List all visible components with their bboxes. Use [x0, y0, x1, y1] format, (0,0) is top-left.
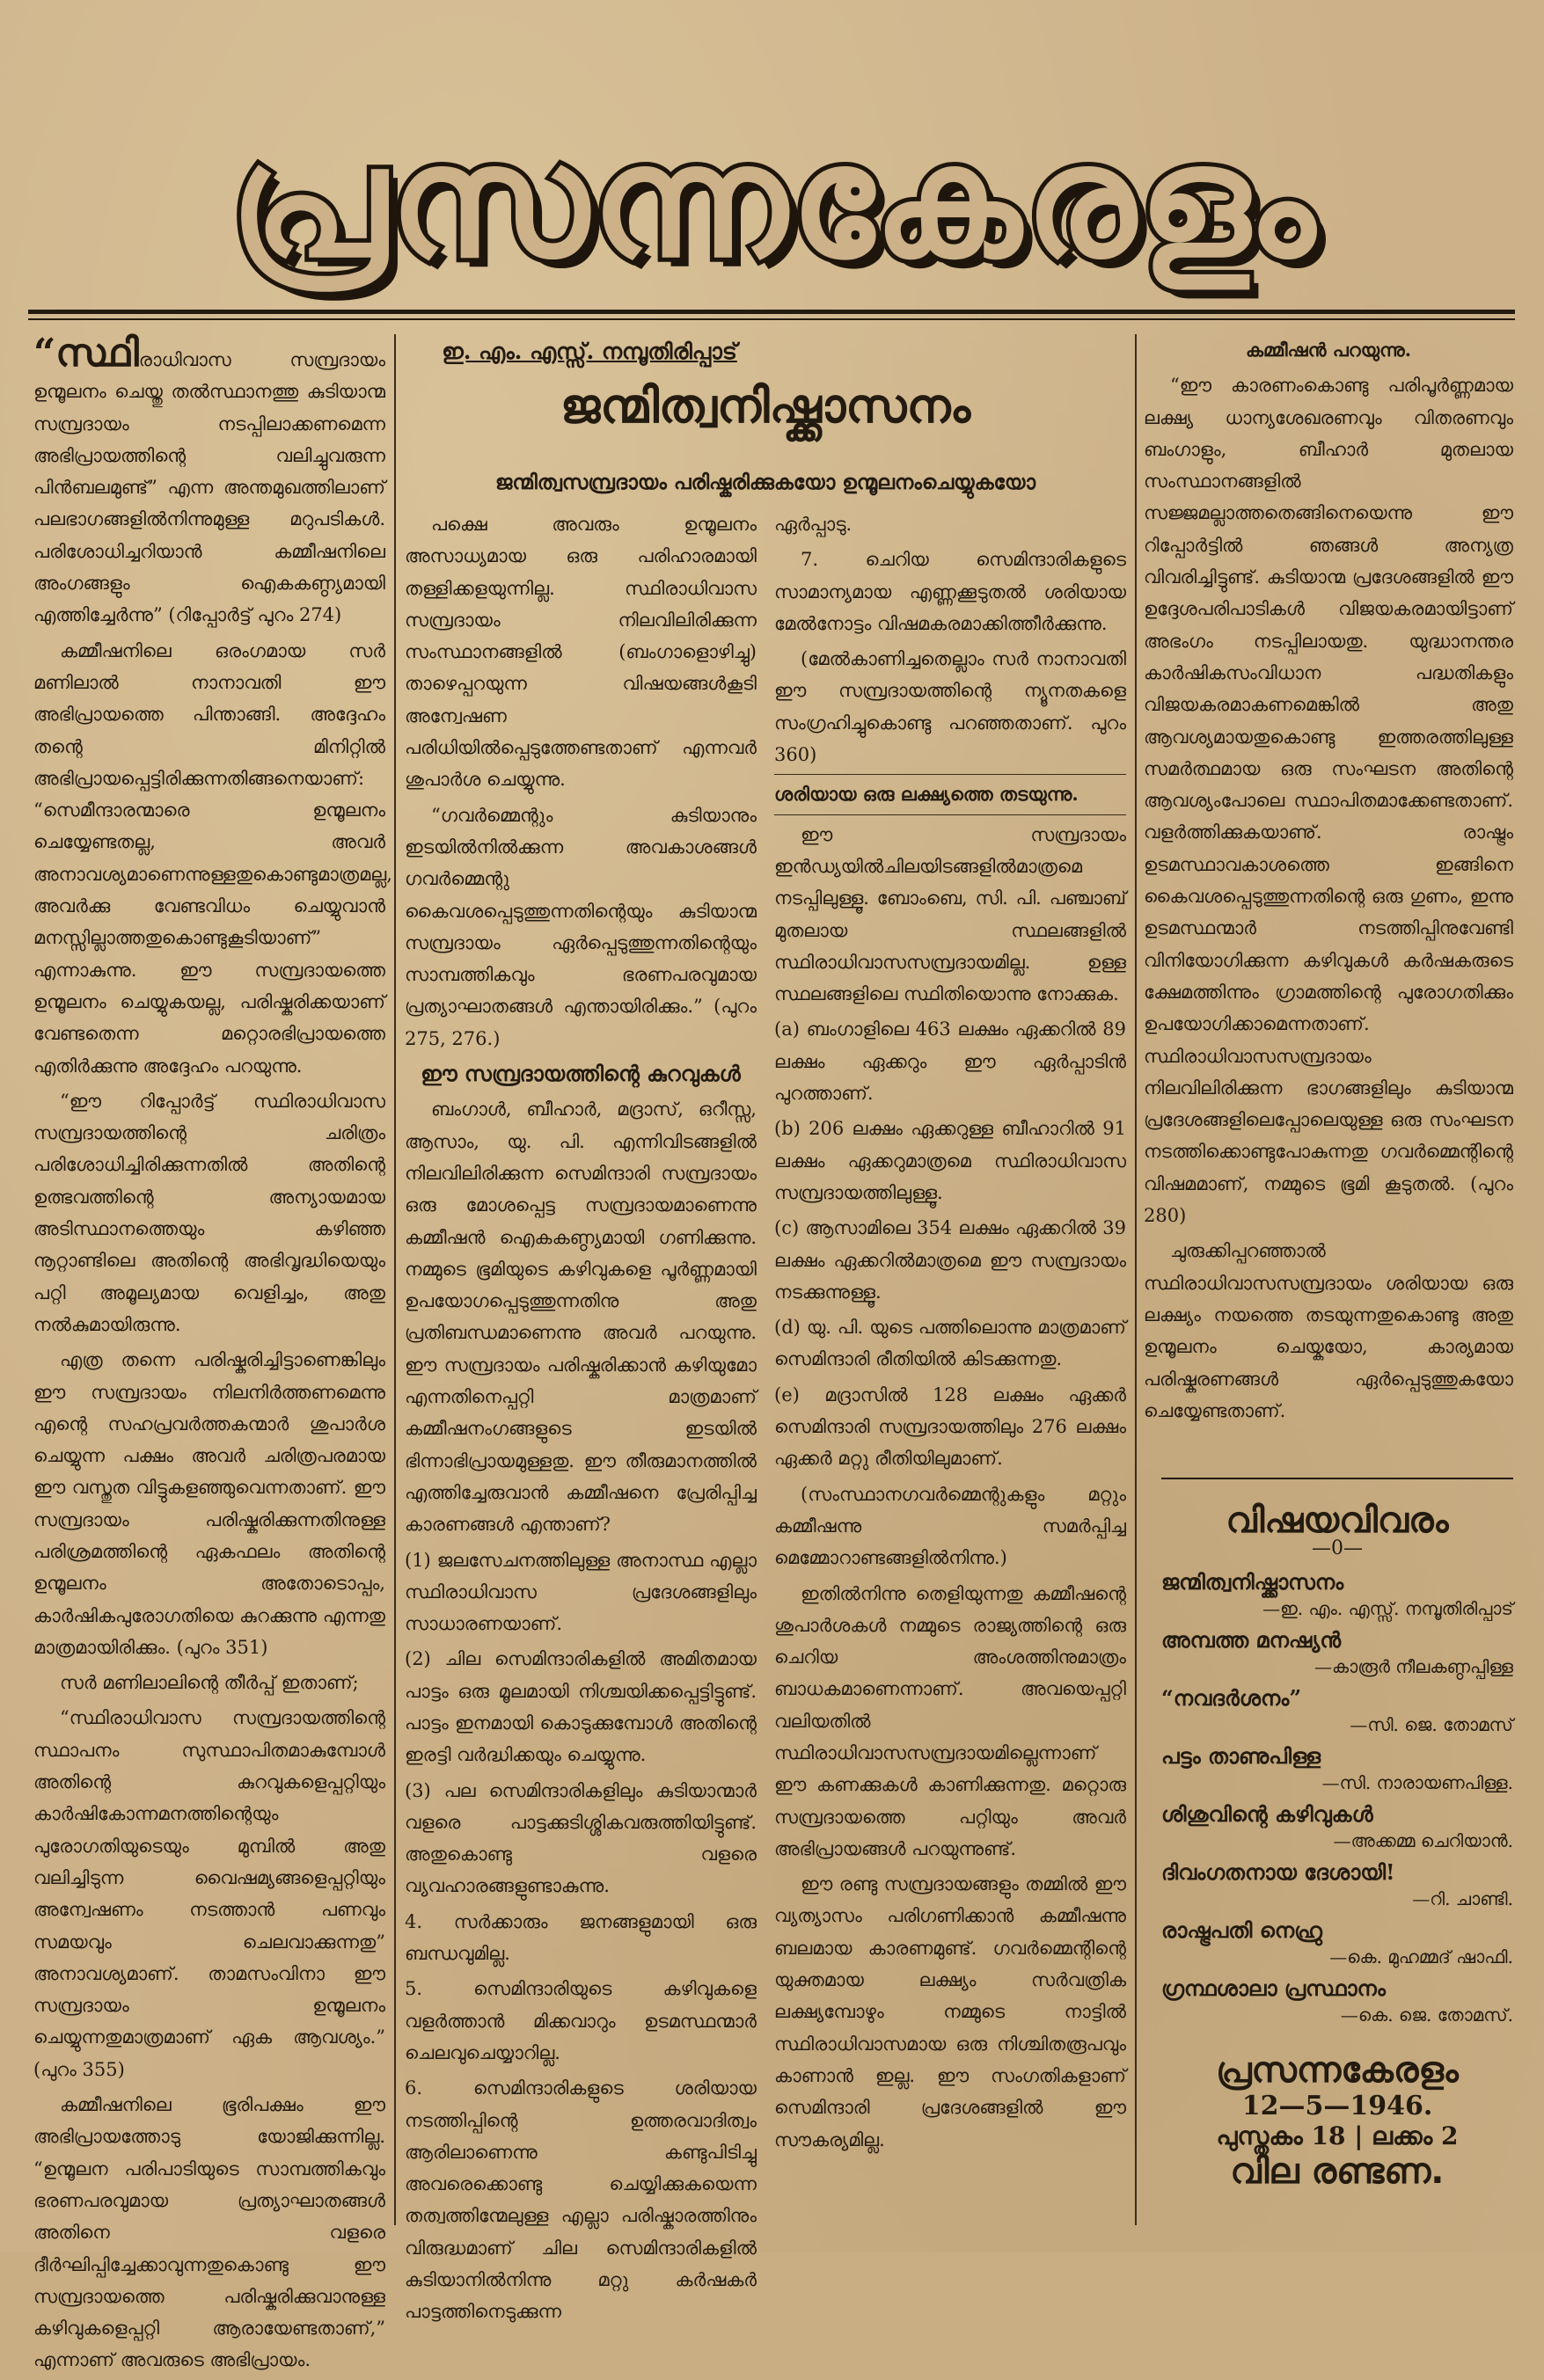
toc-item: “നവദർശനം” [1161, 1685, 1302, 1711]
stat-item: (d) യു. പി. യുടെ പത്തിലൊന്നു മാത്രമാണ് സെമിന്ദാരി രീതിയിൽ കിടക്കുന്നതു. [774, 1317, 1126, 1370]
toc-author: —അക്കമ്മ ചെറിയാൻ. [1333, 1830, 1513, 1851]
column-divider [394, 334, 396, 2225]
list-item: (1) ജലസേചനത്തിലുള്ള അനാസ്ഥ എല്ലാ സ്ഥിരാധിവാസ പ്രദേശങ്ങളിലും സാധാരണയാണ്. [405, 1549, 757, 1635]
volume-issue: പുസ്തകം 18 | ലക്കം 2 [1216, 2121, 1459, 2150]
column-3-paragraph: (മേൽകാണിച്ചതെല്ലാം സർ നാനാവതി ഈ സമ്പ്രദായത്തിന്റെ ന്യൂനതകളെ സംഗ്രഹിച്ചുകൊണ്ടു പറഞ്ഞതാണ്. പുറം 360) [774, 648, 1126, 766]
column-1 [33, 331, 392, 2380]
stat-item: (b) 206 ലക്ഷം ഏക്കറുള്ള ബീഹാറിൽ 91 ലക്ഷം ഏക്കറുമാത്രമെ സ്ഥിരാധിവാസ സമ്പ്രദായത്തിലുള്ളൂ. [774, 1118, 1126, 1203]
column-2 [405, 508, 757, 2332]
column-3-paragraph: ഈ രണ്ടു സമ്പ്രദായങ്ങളും തമ്മിൽ ഈ വ്യത്യാസം പരിഗണിക്കാൻ കമ്മീഷന്നു ബലമായ കാരണമുണ്ട്. ഗവർമ്മെന്റിന്റെ യുക്തമായ ലക്ഷ്യം സർവത്രിക ലക്ഷ്യമ്പോഴും നമ്മുടെ നാട്ടിൽ സ്ഥിരാധിവാസമായ ഒരു നിശ്ചിതരൂപവും കാണാൻ ഇല്ല. ഈ സംഗതികളാണ് സെമിന്ദാരി പ്രദേശങ്ങളിൽ ഈ സൗകര്യമില്ല. [774, 1873, 1126, 2150]
column-2-paragraph: “ഗവർമ്മെന്റും കുടിയാനും ഇടയിൽനിൽക്കുന്ന അവകാശങ്ങൾ ഗവർമ്മെന്റു കൈവശപ്പെടുത്തുന്നതിന്റെയും കുടിയാന്മ സമ്പ്രദായം ഏർപ്പെടുത്തുന്നതിന്റെയും സാമ്പത്തികവും ഭരണപരവുമായ പ്രത്യാഘാതങ്ങൾ എന്തായിരിക്കും.” (പുറം 275, 276.) [405, 804, 757, 1049]
column-3-paragraph: 7. ചെറിയ സെമിന്ദാരികളുടെ സാമാന്യമായ എണ്ണക്കൂടുതൽ ശരിയായ മേൽനോട്ടം വിഷമകരമാക്കിത്തീർക്കുന്നു. [774, 549, 1126, 634]
column-3 [774, 508, 1126, 2159]
column-1-paragraph: എത്ര തന്നെ പരിഷ്കരിച്ചിട്ടാണെങ്കിലും ഈ സമ്പ്രദായം നിലനിർത്തണമെന്നു എന്റെ സഹപ്രവർത്തകന്മാർ ശുപാർശ ചെയ്യുന്ന പക്ഷം അവർ ചരിത്രപരമായ ഈ വസ്തുത വിട്ടുകളഞ്ഞുവെന്നതാണ്. ഈ സമ്പ്രദായം പരിഷ്കരിക്കുന്നതിനുള്ള പരിശ്രമത്തിന്റെ ഏകഫലം അതിന്റെ ഉന്മൂലനം അതോടൊപ്പം, കാർഷികപുരോഗതിയെ കുറക്കുന്നു എന്നതു മാത്രമായിരിക്കും. (പുറം 351) [33, 1349, 385, 1658]
list-item: (3) പല സെമിന്ദാരികളിലും കുടിയാന്മാർ വളരെ പാട്ടക്കുടിശ്ശികവരുത്തിയിട്ടുണ്ട്. അതുകൊണ്ടു വളരെ വ്യവഹാരങ്ങളുണ്ടാകുന്നു. [405, 1779, 757, 1897]
toc-author: —സി. നാരായണപിള്ള. [1321, 1772, 1513, 1793]
article-title: ജന്മിത്വനിഷ്ക്കാസനം [560, 378, 971, 434]
toc-rule [1161, 1478, 1513, 1479]
toc-author: —കെ. മുഹമ്മദ് ഷാഫി. [1329, 1946, 1513, 1968]
toc-author: —സി. ജെ. തോമസ് [1350, 1714, 1513, 1735]
column-1-paragraph: കമ്മീഷനിലെ ഒരംഗമായ സർ മണിലാൽ നാനാവതി ഈ അഭിപ്രായത്തെ പിന്താങ്ങി. അദ്ദേഹം തന്റെ മിനിറ്റിൽ അഭിപ്രായപ്പെട്ടിരിക്കുന്നതിങ്ങനെയാണ്: “സെമീന്ദാരന്മാരെ ഉന്മൂലനം ചെയ്യേണ്ടതല്ല, അവർ അനാവശ്യമാണെന്നുള്ളതുകൊണ്ടുമാത്രമല്ല, അവർക്കു വേണ്ടവിധം ചെയ്യുവാൻ മനസ്സില്ലാത്തതുകൊണ്ടുകൂടിയാണ്” എന്നാകുന്നു. ഈ സമ്പ്രദായത്തെ ഉന്മൂലനം ചെയ്യുകയല്ല, പരിഷ്കരിക്കയാണ് വേണ്ടതെന്ന മറ്റൊരഭിപ്രായത്തെ എതിർക്കുന്നു അദ്ദേഹം പറയുന്നു. [33, 639, 392, 1077]
list-item: 4. സർക്കാരും ജനങ്ങളുമായി ഒരു ബന്ധവുമില്ല. [405, 1910, 757, 1965]
toc-author: —കാരൂർ നീലകണ്ഠപ്പിള്ള [1314, 1656, 1513, 1677]
toc-author: —ഇ. എം. എസ്സ്. നമ്പൂതിരിപ്പാട് [1262, 1598, 1513, 1619]
stat-item: (a) ബംഗാളിലെ 463 ലക്ഷം ഏക്കറിൽ 89 ലക്ഷം ഏക്കറും ഈ ഏർപ്പാടിൻ പുറത്താണ്. [774, 1018, 1126, 1105]
toc-item: രാഷ്ട്രപതി നെഹ്രു [1161, 1917, 1322, 1943]
masthead-rule-thin [28, 318, 1515, 320]
column-1-paragraph: “ഈ റിപ്പോർട്ട് സ്ഥിരാധിവാസ സമ്പ്രദായത്തിന്റെ ചരിത്രം പരിശോധിച്ചിരിക്കുന്നതിൽ അതിന്റെ ഉത്ഭവത്തിന്റെ അന്യായമായ അടിസ്ഥാനത്തെയും കഴിഞ്ഞ നൂറ്റാണ്ടിലെ അതിന്റെ അഭിവൃദ്ധിയെയും പറ്റി അമൂല്യമായ വെളിച്ചം, അതു നൽകുമായിരുന്നു. [33, 1090, 385, 1335]
column-2-paragraph: ബംഗാൾ, ബീഹാർ, മദ്രാസ്, ഒറീസ്സ, ആസാം, യു. പി. എന്നിവിടങ്ങളിൽ നിലവിലിരിക്കുന്ന സെമിന്ദാരി സമ്പ്രദായം ഒരു മോശപ്പെട്ട സമ്പ്രദായമാണെന്നു കമ്മീഷൻ ഐകകണ്ഠ്യമായി ഗണിക്കുന്നു. നമ്മുടെ ഭൂമിയുടെ കഴിവുകളെ പൂർണ്ണമായി ഉപയോഗപ്പെടുത്തുന്നതിനു അതു പ്രതിബന്ധമാണെന്നു അവർ പറയുന്നു. ഈ സമ്പ്രദായം പരിഷ്കരിക്കാൻ കഴിയുമോ എന്നതിനെപ്പറ്റി മാത്രമാണ് കമ്മീഷനംഗങ്ങളുടെ ഇടയിൽ ഭിന്നാഭിപ്രായമുള്ളതു. ഈ തീരുമാനത്തിൽ എത്തിച്ചേരുവാൻ കമ്മീഷനെ പ്രേരിപ്പിച്ച കാരണങ്ങൾ എന്താണ്? [405, 1099, 757, 1536]
column-4-paragraph: “ഈ കാരണംകൊണ്ടു പരിപൂർണ്ണമായ ലക്ഷ്യ ധാന്യശേഖരണവും വിതരണവും ബംഗാളും, ബീഹാർ മുതലായ സംസ്ഥാനങ്ങളിൽ സജ്ജമല്ലാത്തതെങ്ങിനെയെന്നു ഈ റിപ്പോർട്ടിൽ ഞങ്ങൾ അന്യത്ര വിവരിച്ചിട്ടുണ്ട്. കുടിയാന്മ പ്രദേശങ്ങളിൽ ഈ ഉദ്ദേശപരിപാടികൾ വിജയകരമായിട്ടാണ് അഭംഗം നടപ്പിലായതു. യുദ്ധാനന്തര കാർഷികസംവിധാന പദ്ധതികളും വിജയകരമാകണമെങ്കിൽ അതു ആവശ്യമായതുകൊണ്ടു ഇത്തരത്തിലുള്ള സമർത്ഥമായ ഒരു സംഘടന അതിന്റെ ആവശ്യംപോലെ സ്ഥാപിതമാക്കേണ്ടതാണ്. വളർത്തിക്കുകയാണു്. രാഷ്ട്രം ഉടമസ്ഥാവകാശത്തെ ഇങ്ങിനെ കൈവശപ്പെടുത്തുന്നതിന്റെ ഒരു ഗുണം, ഇന്നു ഉടമസ്ഥന്മാർ നടത്തിപ്പിനുവേണ്ടി വിനിയോഗിക്കുന്ന കഴിവുകൾ കർഷകരുടെ ക്ഷേമത്തിന്നും ഗ്രാമത്തിന്റെ പുരോഗതിക്കും ഉപയോഗിക്കാമെന്നതാണ്. സ്ഥിരാധിവാസസമ്പ്രദായം നിലവിലിരിക്കുന്ന ഭാഗങ്ങളിലും കുടിയാന്മ പ്രദേശങ്ങളിലെപ്പോലെയുള്ള ഒരു സംഘടന നടത്തിക്കൊണ്ടുപോകുന്നതു ഗവർമ്മെന്റിന്റെ വിഷമമാണ്, നമ്മുടെ ഭൂമി കൂടുതൽ. (പുറം 280) [1144, 375, 1513, 1227]
colophon [1161, 2050, 1513, 2192]
column-4 [1144, 334, 1513, 1430]
price: വില രണ്ടണ. [1230, 2151, 1445, 2192]
column-3-paragraph: ഇതിൽനിന്നു തെളിയുന്നതു കമ്മീഷന്റെ ശുപാർശകൾ നമ്മുടെ രാജ്യത്തിന്റെ ഒരു ചെറിയ അംശത്തിനുമാത്രം ബാധകമാണെന്നാണ്. അവയെപ്പറ്റി വലിയതിൽ സ്ഥിരാധിവാസസമ്പ്രദായമില്ലെന്നാണ് ഈ കണക്കുകൾ കാണിക്കുന്നതു. മറ്റൊരു സമ്പ്രദായത്തെ പറ്റിയും അവർ അഭിപ്രായങ്ങൾ പറയുന്നുണ്ട്. [774, 1582, 1126, 1859]
section-heading: ഈ സമ്പ്രദായത്തിന്റെ കുറവുകൾ [421, 1061, 741, 1087]
column-3-paragraph: ഈ സമ്പ്രദായം ഇൻഡ്യയിൽചിലയിടങ്ങളിൽമാത്രമെ നടപ്പിലുള്ളൂ. ബോംബെ, സി. പി. പഞ്ചാബ് മുതലായ സ്ഥലങ്ങളിൽ സ്ഥിരാധിവാസസമ്പ്രദായമില്ല. ഉള്ള സ്ഥലങ്ങളിലെ സ്ഥിതിയൊന്നു നോക്കുക. [774, 823, 1126, 1005]
column-3-paragraph: ഏർപ്പാടു. [774, 514, 852, 535]
masthead [106, 97, 1443, 308]
column-4-headline: കമ്മീഷൻ പറയുന്നു. [1245, 339, 1412, 361]
column-2-paragraph: പക്ഷെ അവരും ഉന്മൂലനം അസാധ്യമായ ഒരു പരിഹാരമായി തള്ളിക്കളയുന്നില്ല. സ്ഥിരാധിവാസ സമ്പ്രദായം നിലവിലിരിക്കുന്ന സംസ്ഥാനങ്ങളിൽ (ബംഗാളൊഴിച്ചു) താഴെപ്പറയുന്ന വിഷയങ്ങൾകൂടി അന്വേഷണ പരിധിയിൽപ്പെടുത്തേണ്ടതാണ് എന്നവർ ശുപാർശ ചെയ്യുന്നു. [405, 514, 757, 791]
column-1-paragraph: സർ മണിലാലിന്റെ തീർപ്പ് ഇതാണ്; [60, 1672, 359, 1694]
toc-author: —കെ. ജെ. തോമസ്. [1340, 2004, 1513, 2026]
stat-item: (c) ആസാമിലെ 354 ലക്ഷം ഏക്കറിൽ 39 ലക്ഷം ഏക്കറിൽമാത്രമെ ഈ സമ്പ്രദായം നടക്കുന്നുള്ളൂ. [774, 1217, 1126, 1303]
toc-item: ഗ്രന്ഥശാലാ പ്രസ്ഥാനം [1161, 1975, 1386, 2001]
article-subtitle: ജന്മിത്വസമ്പ്രദായം പരിഷ്കരിക്കുകയോ ഉന്മൂലനംചെയ്യുകയോ [495, 471, 1035, 494]
toc-item: ശിശുവിന്റെ കഴിവുകൾ [1161, 1801, 1373, 1827]
toc-item: അമ്പത്ത മനഷ്യൻ [1161, 1627, 1342, 1653]
list-item: (2) ചില സെമിന്ദാരികളിൽ അമിതമായ പാട്ടം ഒരു മൂലമായി നിശ്ചയിക്കപ്പെട്ടിട്ടുണ്ട്. പാട്ടം ഇനമായി കൊടുക്കുമ്പോൾ അതിന്റെ ഇരട്ടി വർദ്ധിക്കയും ചെയ്യുന്നു. [405, 1648, 757, 1766]
inline-heading: ശരിയായ ഒരു ലക്ഷ്യത്തെ തടയുന്നു. [774, 774, 1126, 814]
list-item: 5. സെമിന്ദാരിയുടെ കഴിവുകളെ വളർത്താൻ മിക്കവാറും ഉടമസ്ഥന്മാർ ചെലവുചെയ്യാറില്ല. [405, 1978, 757, 2063]
toc-title: വിഷയവിവരം [1226, 1500, 1449, 1541]
column-1-paragraph: “സ്ഥിരാധിവാസ സമ്പ്രദായം ഉന്മൂലനം ചെയ്തു തൽസ്ഥാനത്തു കുടിയാന്മ സമ്പ്രദായം നടപ്പിലാക്കണമെന്ന അഭിപ്രായത്തിന്റെ വലിച്ചുവരുന്ന പിൻബലമുണ്ട്” എന്ന അന്തമുഖത്തിലാണ് പലഭാഗങ്ങളിൽനിന്നുമുള്ള മറുപടികൾ. പരിശോധിച്ചറിയാൻ കമ്മീഷനിലെ അംഗങ്ങളും ഐകകണ്ഠ്യമായി എത്തിച്ചേർന്നു” (റിപ്പോർട്ട് പുറം 274) [33, 331, 385, 626]
masthead-title: പ്രസന്നകേരളം [230, 112, 1319, 292]
toc-divider: —0— [1312, 1537, 1363, 1559]
article-byline: ഇ. എം. എസ്സ്. നമ്പൂതിരിപ്പാട് [442, 339, 737, 364]
list-item: 6. സെമിന്ദാരികളുടെ ശരിയായ നടത്തിപ്പിന്റെ ഉത്തരവാദിത്വം ആരിലാണെന്നു കണ്ടുപിടിച്ചു അവരെക്കൊണ്ടു ചെയ്യിക്കുകയെന്ന തത്വത്തിന്മേലുള്ള എല്ലാ പരിഷ്കാരത്തിനും വിരുദ്ധമാണ് ചില സെമിന്ദാരികളിൽ കുടിയാനിൽനിന്നു മറ്റു കർഷകർ പാട്ടത്തിനെടുക്കുന്ന [405, 2077, 757, 2323]
drop-cap: “സ്ഥി [33, 331, 139, 376]
masthead-rule [28, 310, 1515, 314]
toc-item: ജന്മിത്വനിഷ്ക്കാസനം [1161, 1569, 1344, 1595]
column-1-paragraph: കമ്മീഷനിലെ ഭൂരിപക്ഷം ഈ അഭിപ്രായത്തോടു യോജിക്കുന്നില്ല. “ഉന്മൂലന പരിപാടിയുടെ സാമ്പത്തികവും ഭരണപരവുമായ പ്രത്യാഘാതങ്ങൾ അതിനെ വളരെ ദീർഘിപ്പിച്ചേക്കാവുന്നതുകൊണ്ടു ഈ സമ്പ്രദായത്തെ പരിഷ്കരിക്കുവാനുള്ള കഴിവുകളെപ്പറ്റി ആരായേണ്ടതാണ്,” എന്നാണ് അവരുടെ അഭിപ്രായം. [33, 2094, 385, 2371]
stat-source: (സംസ്ഥാനഗവർമ്മെന്റുകളും മറ്റും കമ്മീഷന്നു സമർപ്പിച്ച മെമ്മോറാണ്ടങ്ങളിൽനിന്നു.) [774, 1483, 1126, 1569]
issue-date: 12—5—1946. [1241, 2091, 1433, 2121]
toc-author: —റി. ചാണ്ടി. [1412, 1888, 1513, 1909]
stat-item: (e) മദ്രാസിൽ 128 ലക്ഷം ഏക്കർ സെമിന്ദാരി സമ്പ്രദായത്തിലും 276 ലക്ഷം ഏക്കർ മറ്റു രീതിയിലുമാണ്. [774, 1383, 1126, 1470]
column-divider [1135, 334, 1137, 2225]
column-1-paragraph: “സ്ഥിരാധിവാസ സമ്പ്രദായത്തിന്റെ സ്ഥാപനം സുസ്ഥാപിതമാകുമ്പോൾ അതിന്റെ കുറവുകളെപ്പറ്റിയും കാർഷികോന്നമനത്തിന്റെയും പുരോഗതിയുടെയും മുമ്പിൽ അതു വലിച്ചിടുന്ന വൈഷമ്യങ്ങളെപ്പറ്റിയും അന്വേഷണം നടത്താൻ പണവും സമയവും ചെലവാക്കുന്നതു” അനാവശ്യമാണ്. താമസംവിനാ ഈ സമ്പ്രദായം ഉന്മൂലനം ചെയ്യുന്നതുമാത്രമാണ് ഏക ആവശ്യം.” (പുറം 355) [33, 1707, 385, 2080]
toc-item: പട്ടം താണുപിള്ള [1161, 1743, 1321, 1769]
publication-name: പ്രസന്നകേരളം [1216, 2050, 1459, 2091]
toc-item: ദിവംഗതനായ ദേശായി! [1161, 1859, 1395, 1885]
table-of-contents [1161, 1478, 1513, 2192]
column-4-paragraph: ചുരുക്കിപ്പറഞ്ഞാൽ സ്ഥിരാധിവാസസമ്പ്രദായം ശരിയായ ഒരു ലക്ഷ്യം നയത്തെ തടയുന്നതുകൊണ്ടു അതു ഉന്മൂലനം ചെയ്കയോ, കാര്യമായ പരിഷ്കരണങ്ങൾ ഏർപ്പെടുത്തുകയോ ചെയ്യേണ്ടതാണ്. [1144, 1240, 1513, 1421]
